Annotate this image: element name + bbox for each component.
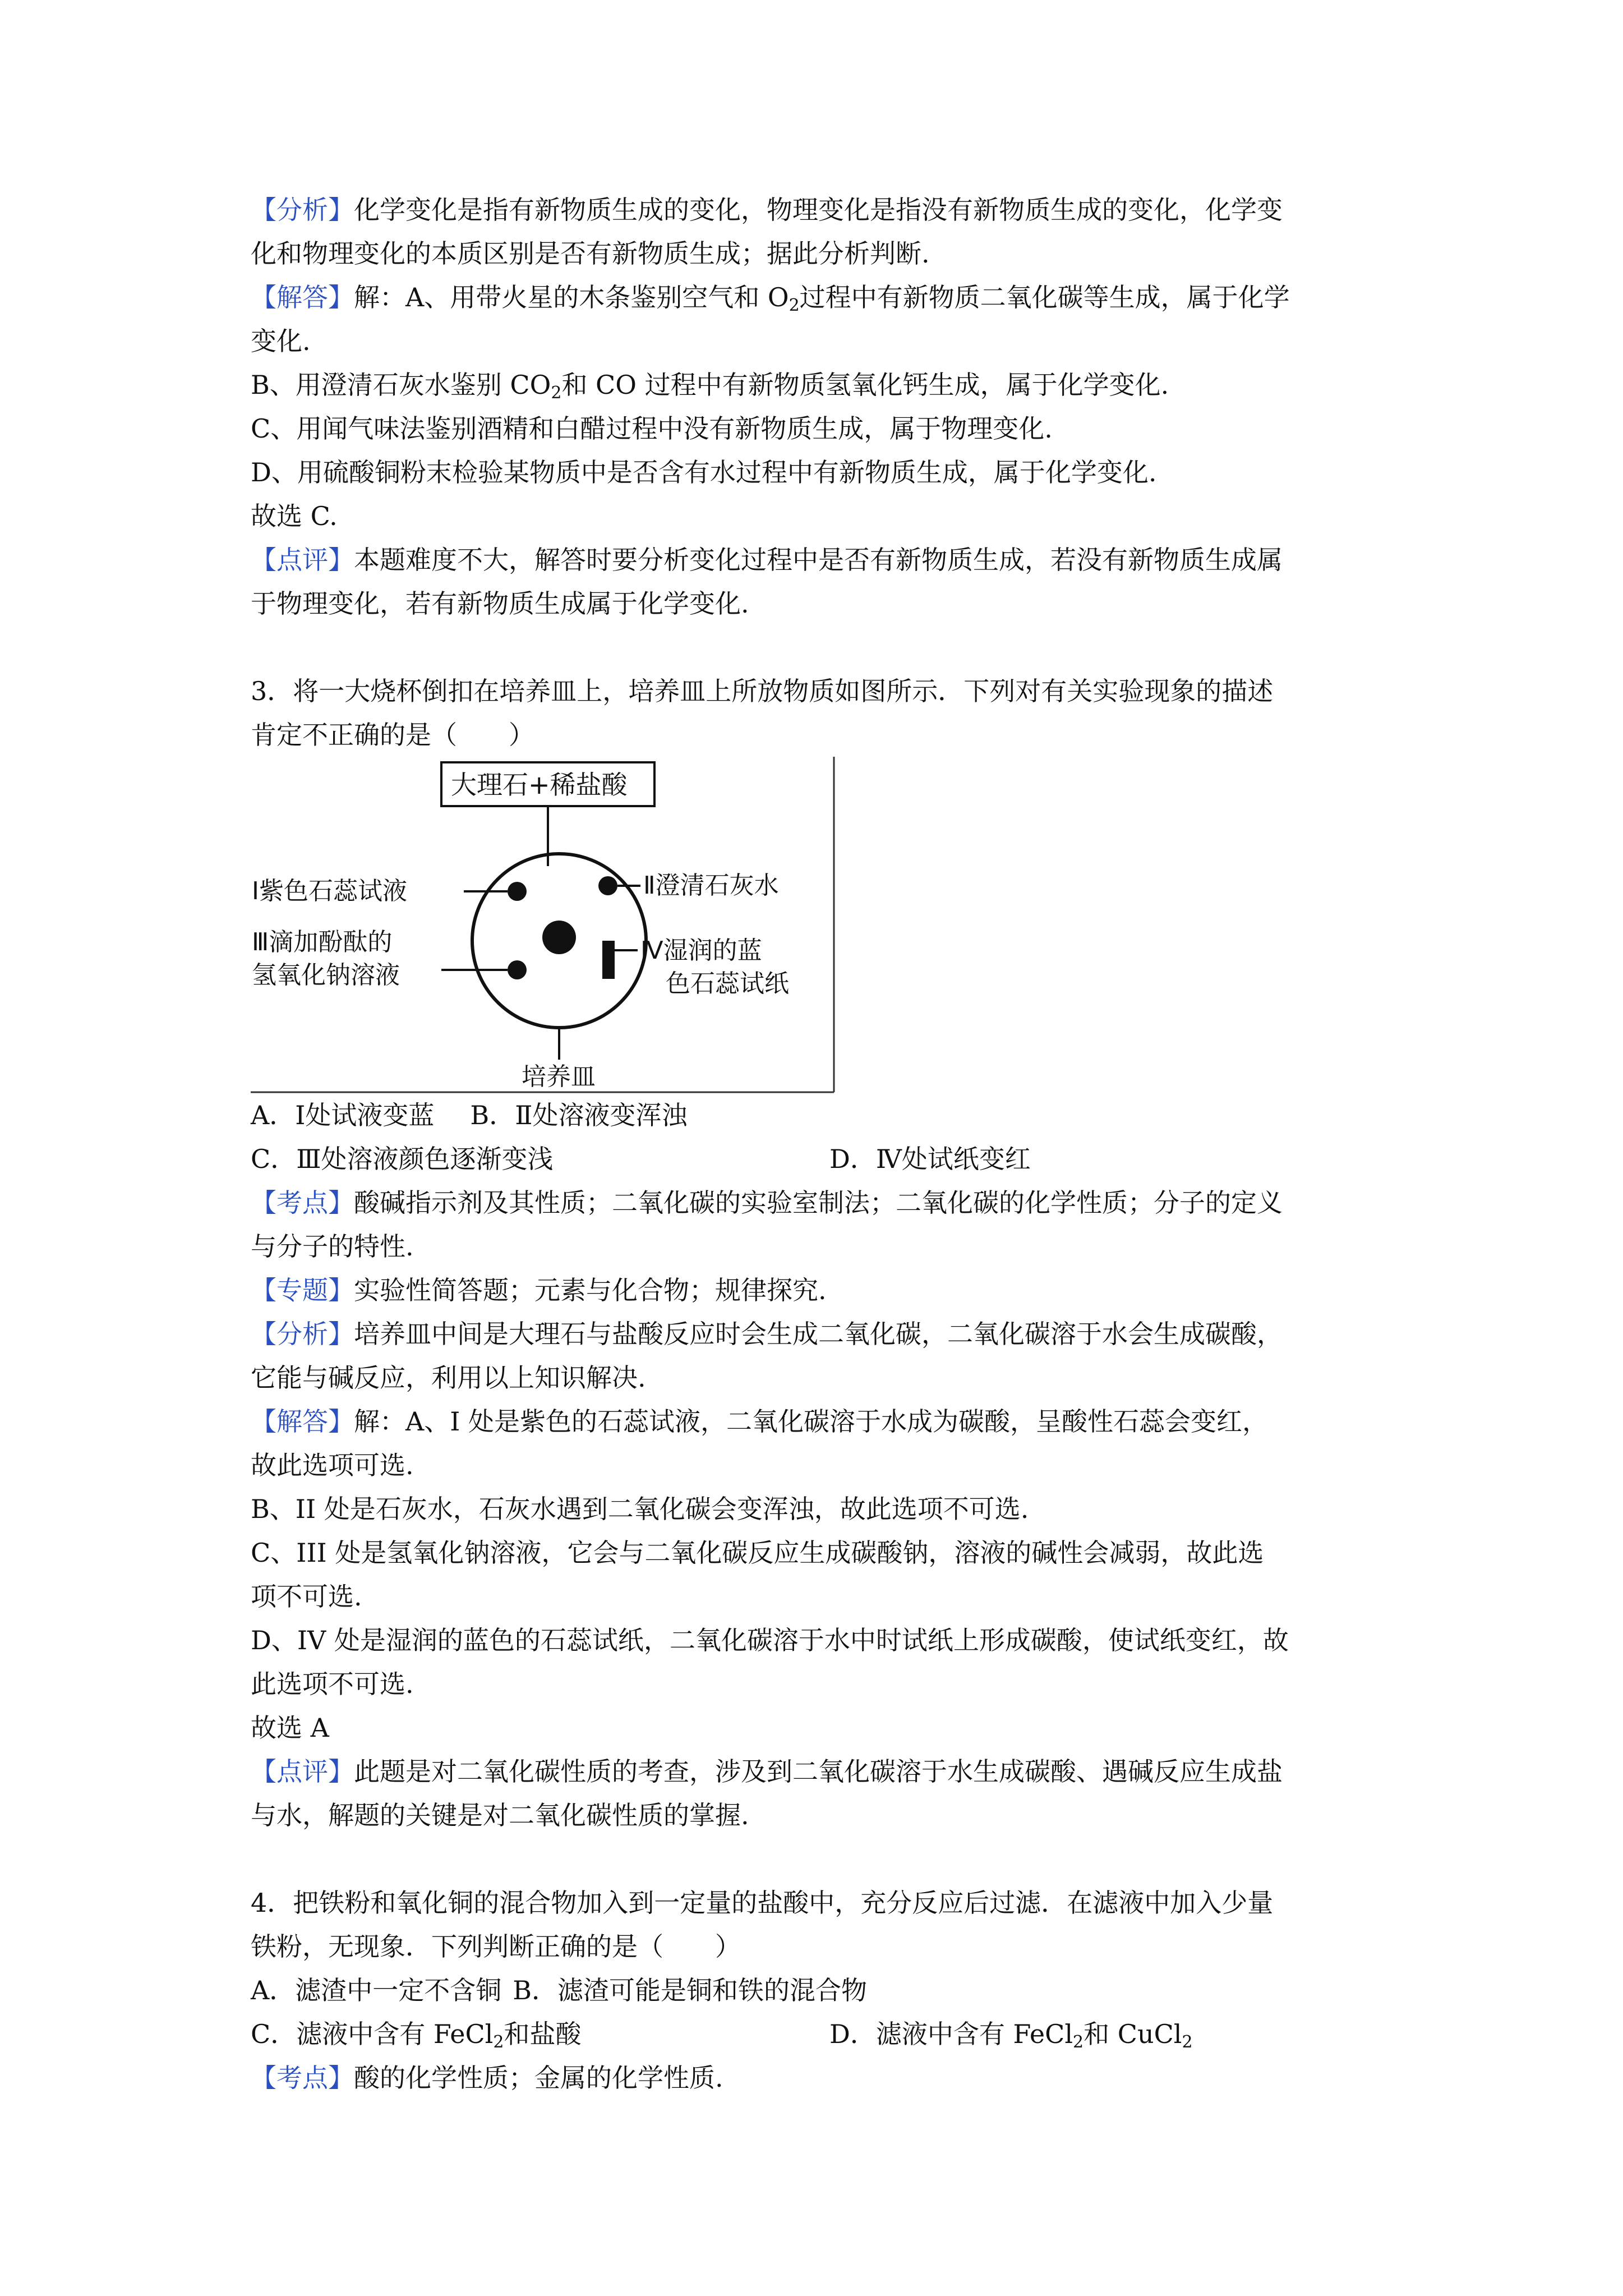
q4-stem-line-1: 4．把铁粉和氧化铜的混合物加入到一定量的盐酸中，充分反应后过滤．在滤液中加入少量	[251, 1888, 1274, 1918]
marble-dot	[542, 921, 576, 954]
q3-analysis-line-1: 【分析】培养皿中间是大理石与盐酸反应时会生成二氧化碳，二氧化碳溶于水会生成碳酸，	[251, 1319, 1283, 1349]
q2-answer-d: D、用硫酸铜粉末检验某物质中是否含有水过程中有新物质生成，属于化学变化.	[251, 457, 1157, 487]
label-iii-line-1: Ⅲ滴加酚酞的	[252, 928, 393, 956]
q2-answer-line-1: 【解答】解：A、用带火星的木条鉴别空气和 $O_2$过程中有新物质二氧化碳等生成，属于化学	[251, 282, 1290, 315]
q3-option-a: A．Ⅰ处试液变蓝	[251, 1100, 435, 1130]
q2-comment-line-2: 于物理变化，若有新物质生成属于化学变化.	[251, 588, 749, 619]
q3-answer-line-2: 故此选项可选.	[251, 1450, 414, 1480]
kaodian-tag: 【考点】	[251, 1188, 354, 1218]
q3-analysis-line-2: 它能与碱反应，利用以上知识解决.	[251, 1363, 646, 1393]
q3-kaodian-line-2: 与分子的特性.	[251, 1231, 414, 1262]
petri-dish-figure	[251, 757, 840, 1093]
q3-answer-c-line-2: 项不可选.	[251, 1581, 362, 1612]
q3-option-b: B．Ⅱ处溶液变浑浊	[470, 1100, 688, 1130]
comment-tag: 【点评】	[251, 1756, 354, 1787]
q2-analysis-line-1: 【分析】化学变化是指有新物质生成的变化，物理变化是指没有新物质生成的变化，化学变	[251, 195, 1283, 225]
analysis-tag: 【分析】	[251, 195, 354, 225]
q3-kaodian-line-1: 【考点】酸碱指示剂及其性质；二氧化碳的实验室制法；二氧化碳的化学性质；分子的定义	[251, 1188, 1283, 1218]
analysis-tag: 【分析】	[251, 1319, 354, 1349]
q2-answer-c: C、用闻气味法鉴别酒精和白醋过程中没有新物质生成，属于物理变化.	[251, 413, 1053, 444]
comment-tag: 【点评】	[251, 545, 354, 575]
q4-kaodian: 【考点】酸的化学性质；金属的化学性质.	[251, 2063, 723, 2093]
q4-options-row-1	[251, 1968, 1400, 2012]
q4-option-c: C．滤液中含有 FeCl$_2$和盐酸	[251, 2019, 582, 2052]
q3-choose: 故选 A	[251, 1713, 329, 1743]
label-iv-line-1: Ⅳ湿润的蓝	[640, 936, 762, 965]
q2-answer-b: B、用澄清石灰水鉴别 $CO_2$和 CO 过程中有新物质氢氧化钙生成，属于化学变化.	[251, 370, 1169, 403]
q2-answer-line-2: 变化.	[251, 326, 311, 356]
q3-answer-line-1: 【解答】解：A、I 处是紫色的石蕊试液，二氧化碳溶于水成为碳酸，呈酸性石蕊会变红，	[251, 1406, 1269, 1437]
q4-option-a: A．滤渣中一定不含铜	[251, 1975, 502, 2005]
answer-tag: 【解答】	[251, 1406, 354, 1437]
q3-option-d: D．Ⅳ处试纸变红	[829, 1144, 1031, 1174]
q3-options-row-1	[251, 1093, 1400, 1137]
q4-option-d: D．滤液中含有 FeCl$_2$和 CuCl$_2$	[829, 2019, 1193, 2052]
q3-zhuanti: 【专题】实验性简答题；元素与化合物；规律探究.	[251, 1275, 827, 1305]
q4-option-b: B．滤渣可能是铜和铁的混合物	[513, 1975, 868, 2005]
q3-answer-c-line-1: C、III 处是氢氧化钠溶液，它会与二氧化碳反应生成碳酸钠，溶液的碱性会减弱，故此选	[251, 1538, 1264, 1568]
q2-choose: 故选 C.	[251, 501, 338, 531]
q3-stem-line-1: 3．将一大烧杯倒扣在培养皿上，培养皿上所放物质如图所示．下列对有关实验现象的描述	[251, 676, 1274, 706]
label-ii: Ⅱ澄清石灰水	[643, 871, 779, 900]
answer-tag: 【解答】	[251, 282, 354, 312]
document-page	[251, 188, 1400, 2100]
q3-answer-d-line-2: 此选项不可选.	[251, 1669, 414, 1699]
q3-comment-line-2: 与水，解题的关键是对二氧化碳性质的掌握.	[251, 1800, 749, 1830]
q4-options-row-2	[251, 2012, 1400, 2056]
label-petri-dish: 培养皿	[522, 1062, 596, 1091]
q3-option-c: C．Ⅲ处溶液颜色逐渐变浅	[251, 1144, 554, 1174]
label-iii-line-2: 氢氧化钠溶液	[252, 961, 400, 990]
label-i: Ⅰ紫色石蕊试液	[252, 877, 407, 905]
q3-stem-line-2: 肯定不正确的是（ ）	[251, 720, 534, 750]
top-box-label: 大理石+稀盐酸	[451, 770, 628, 800]
q2-analysis-line-2: 化和物理变化的本质区别是否有新物质生成；据此分析判断.	[251, 238, 930, 269]
zhuanti-tag: 【专题】	[251, 1275, 354, 1305]
petri-dish-diagram	[251, 757, 840, 1093]
q2-comment-line-1: 【点评】本题难度不大，解答时要分析变化过程中是否有新物质生成，若没有新物质生成属	[251, 545, 1283, 575]
q3-answer-d-line-1: D、IV 处是湿润的蓝色的石蕊试纸，二氧化碳溶于水中时试纸上形成碳酸，使试纸变红，故	[251, 1625, 1289, 1655]
q3-comment-line-1: 【点评】此题是对二氧化碳性质的考查，涉及到二氧化碳溶于水生成碳酸、遇碱反应生成盐	[251, 1756, 1283, 1787]
q3-options-row-2	[251, 1137, 1400, 1181]
q4-stem-line-2: 铁粉，无现象．下列判断正确的是（ ）	[251, 1931, 741, 1962]
q3-answer-b: B、II 处是石灰水，石灰水遇到二氧化碳会变浑浊，故此选项不可选.	[251, 1494, 1029, 1524]
kaodian-tag: 【考点】	[251, 2063, 354, 2093]
label-iv-line-2: 色石蕊试纸	[666, 969, 789, 998]
